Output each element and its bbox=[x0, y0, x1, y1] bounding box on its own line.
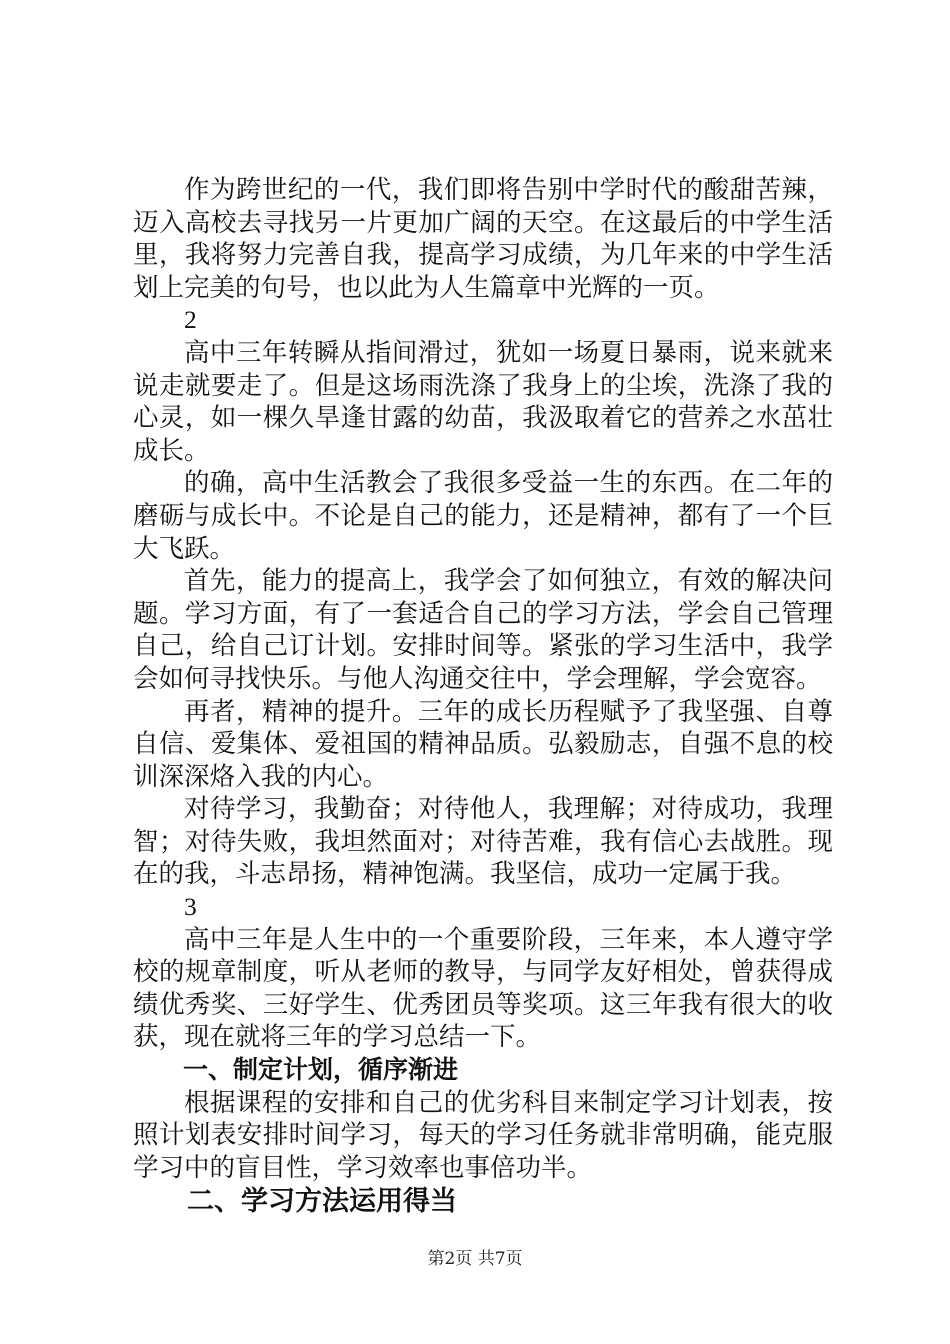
paragraph: 再者，精神的提升。三年的成长历程赋予了我坚强、自尊自信、爱集体、爱祖国的精神品质。弘毅励志，自强不息的校训深深烙入我的内心。 bbox=[133, 696, 833, 792]
paragraph: 的确，高中生活教会了我很多受益一生的东西。在二年的磨砺与成长中。不论是自己的能力，还是精神，都有了一个巨大飞跃。 bbox=[133, 468, 833, 564]
paragraph: 作为跨世纪的一代，我们即将告别中学时代的酸甜苦辣，迈入高校去寻找另一片更加广阔的天空。在这最后的中学生活里，我将努力完善自我，提高学习成绩，为几年来的中学生活划上完美的句号，也以此为人生篇章中光辉的一页。 bbox=[133, 175, 833, 303]
document-body bbox=[133, 174, 833, 1220]
section-number: 3 bbox=[184, 892, 197, 922]
page-footer: 第2页 共7页 bbox=[427, 1249, 523, 1269]
paragraph: 对待学习，我勤奋；对待他人，我理解；对待成功，我理智；对待失败，我坦然面对；对待苦难，我有信心去战胜。现在的我，斗志昂扬，精神饱满。我坚信，成功一定属于我。 bbox=[133, 794, 833, 890]
paragraph: 根据课程的安排和自己的优劣科目来制定学习计划表，按照计划表安排时间学习，每天的学习任务就非常明确，能克服学习中的盲目性，学习效率也事倍功半。 bbox=[133, 1087, 833, 1183]
paragraph: 高中三年转瞬从指间滑过，犹如一场夏日暴雨，说来就来说走就要走了。但是这场雨洗涤了我身上的尘埃，洗涤了我的心灵，如一棵久旱逢甘露的幼苗，我汲取着它的营养之水茁壮成长。 bbox=[133, 337, 833, 466]
section-heading: 二、学习方法运用得当 bbox=[187, 1186, 457, 1218]
section-heading: 一、制定计划，循序渐进 bbox=[183, 1055, 459, 1085]
section-number: 2 bbox=[184, 305, 197, 335]
paragraph: 高中三年是人生中的一个重要阶段，三年来，本人遵守学校的规章制度，听从老师的教导，与同学友好相处，曾获得成绩优秀奖、三好学生、优秀团员等奖项。这三年我有很大的收获，现在就将三年的学习总结一下。 bbox=[133, 924, 833, 1053]
paragraph: 首先，能力的提高上，我学会了如何独立，有效的解决问题。学习方面，有了一套适合自己的学习方法，学会自己管理自己，给自己订计划。安排时间等。紧张的学习生活中，我学会如何寻找快乐。与他人沟通交往中，学会理解，学会宽容。 bbox=[133, 566, 833, 694]
